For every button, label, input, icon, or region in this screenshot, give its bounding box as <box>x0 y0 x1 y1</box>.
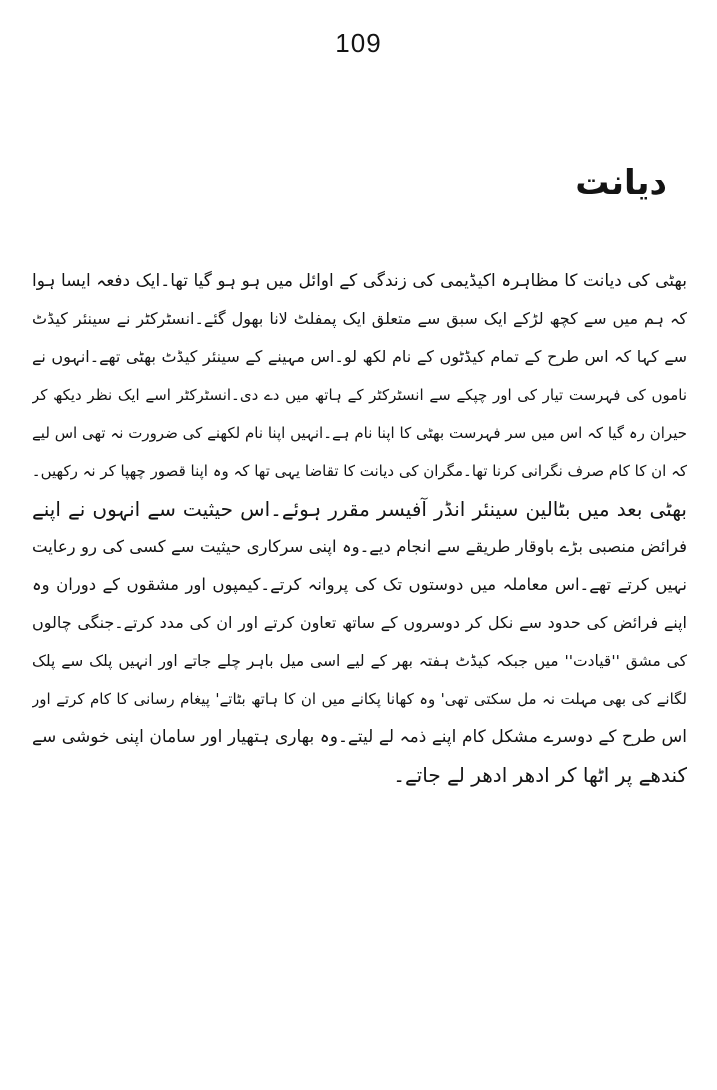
text-line: فرائض منصبی بڑے باوقار طریقے سے انجام دیے۔وہ اپنی سرکاری حیثیت سے کسی کی رو رعایت <box>32 537 687 556</box>
text-line: لگانے کی بھی مہلت نہ مل سکتی تھی' وہ کھانا پکانے میں ان کا ہاتھ بٹاتے' پیغام رسانی کا کام کرتے اور <box>32 690 687 708</box>
body-text <box>32 262 687 794</box>
text-line: بھٹی بعد میں بٹالین سینئر انڈر آفیسر مقرر ہوئے۔اس حیثیت سے انہوں نے اپنے <box>32 497 687 521</box>
text-line: کہ ہم میں سے کچھ لڑکے ایک سبق سے متعلق ایک پمفلٹ لانا بھول گئے۔انسٹرکٹر نے سینئر کیڈٹ <box>32 309 687 328</box>
text-line: کی مشق ''قیادت'' میں جبکہ کیڈٹ ہفتہ بھر کے لیے اسی میل باہر چلے جاتے اور انہیں پلک سے پلک <box>32 652 687 670</box>
text-line: اس طرح کے دوسرے مشکل کام اپنے ذمہ لے لیتے۔وہ بھاری ہتھیار اور سامان اپنی خوشی سے <box>32 727 687 747</box>
text-line: بھٹی کی دیانت کا مظاہرہ اکیڈیمی کی زندگی کے اوائل میں ہو ہو گیا تھا۔ایک دفعہ ایسا ہوا <box>32 271 687 291</box>
chapter-title: دیانت <box>575 163 667 203</box>
page-number: 109 <box>335 28 382 58</box>
text-line: حیران رہ گیا کہ اس میں سر فہرست بھٹی کا اپنا نام ہے۔انہیں اپنا نام لکھنے کی ضرورت نہ تھی اس لیے <box>32 424 687 442</box>
text-line: کہ ان کا کام صرف نگرانی کرنا تھا۔مگران کی دیانت کا تقاضا یہی تھا کہ وہ اپنا قصور چھپا کر نہ رکھیں۔ <box>32 462 687 480</box>
paragraph-1 <box>32 262 687 490</box>
text-line: سے کہا کہ اس طرح کے تمام کیڈٹوں کے نام لکھ لو۔اس مہینے کے سینئر کیڈٹ بھٹی تھے۔انہوں نے <box>32 347 687 366</box>
text-line: نہیں کرتے تھے۔اس معاملہ میں دوستوں تک کی پروانہ کرتے۔کیمپوں اور مشقوں کے دوران وہ <box>32 575 687 594</box>
text-line: اپنے فرائض کی حدود سے نکل کر دوسروں کے ساتھ تعاون کرتے اور ان کی مدد کرتے۔جنگی چالوں <box>32 613 687 632</box>
text-line: ناموں کی فہرست تیار کی اور چپکے سے انسٹرکٹر کے ہاتھ میں دے دی۔انسٹرکٹر اسے ایک نظر دیکھ کر <box>32 386 687 404</box>
paragraph-2 <box>32 490 687 794</box>
text-line: کندھے پر اٹھا کر ادھر ادھر لے جاتے۔ <box>393 763 687 787</box>
